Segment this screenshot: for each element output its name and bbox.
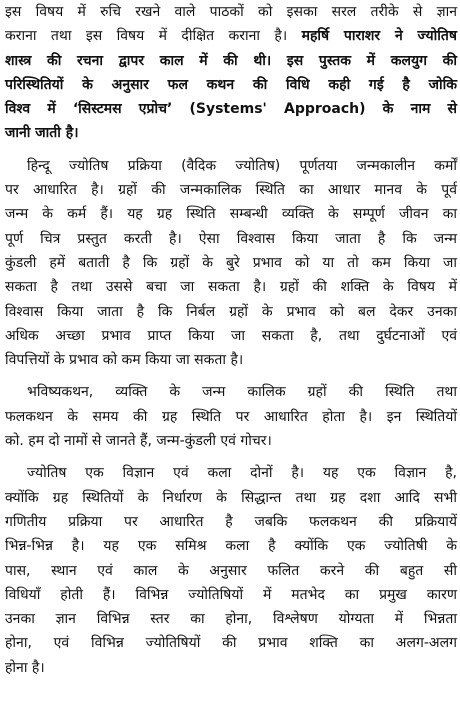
text-run: गणितीय प्रक्रिया पर आधारित है जबकि फलकथन की प्रक्रियायें <box>5 513 457 530</box>
text-line <box>5 251 457 275</box>
text-line <box>5 324 457 348</box>
text-line <box>5 380 457 404</box>
text-line <box>5 534 457 558</box>
text-run: विश्वास किया जाता है कि निर्बल ग्रहों के प्रभाव को बल देकर उनका <box>5 303 457 320</box>
text-line <box>5 559 457 583</box>
text-line <box>5 461 457 485</box>
text-line <box>5 0 457 24</box>
text-run: जन्म के कर्म हैं। यह ग्रह स्थिति सम्बन्धी व्यक्ति के सम्पूर्ण जीवन का <box>5 206 457 223</box>
text-line <box>5 429 457 453</box>
text-run: होना है। <box>5 659 45 676</box>
text-line <box>5 24 457 48</box>
text-line <box>5 300 457 324</box>
text-line <box>5 202 457 226</box>
text-line <box>5 607 457 631</box>
paragraph <box>5 0 457 146</box>
text-run: सकता है तथा उससे बचा जा सकता है। ग्रहों की शक्ति के विषय में <box>5 279 457 296</box>
bold-text-run: शास्त्र की रचना द्वापर काल में की थी। इस पुस्तक में कलयुग की <box>5 52 457 69</box>
text-run: भिन्न-भिन्न है। यह एक समिश्र कला है क्योंकि एक ज्योतिषी के <box>5 538 457 555</box>
text-run: भविष्यकथन, व्यक्ति के जन्म कालिक ग्रहों की स्थिति तथा <box>27 384 457 401</box>
text-run: कुंडली हमें बताती है कि ग्रहों के बुरे प्रभाव को या तो कम किया जा <box>5 254 457 271</box>
text-line <box>5 73 457 97</box>
paragraph <box>5 154 457 373</box>
text-run: पूर्ण चित्र प्रस्तुत करती है। ऐसा विश्वास किया जाता है कि जन्म <box>5 230 457 247</box>
text-run: पर आधारित है। ग्रहों की जन्मकालिक स्थिति का आधार मानव के पूर्व <box>5 182 457 199</box>
bold-text-run: जानी जाती है। <box>5 125 79 142</box>
text-line <box>5 154 457 178</box>
paragraph <box>5 461 457 680</box>
text-line <box>5 405 457 429</box>
text-run: फलकथन के समय की ग्रह स्थिति पर आधारित होता है। इन स्थितियों <box>5 408 457 425</box>
text-run: होना, एवं विभिन्न ज्योतिषियों की प्रभाव शक्ति का अलग-अलग <box>5 635 457 652</box>
text-line <box>5 631 457 655</box>
text-run: विधियाँ होती हैं। विभिन्न ज्योतिषियों में मतभेद का प्रमुख कारण <box>5 586 457 603</box>
paragraph-gap <box>5 453 457 461</box>
text-run: विपत्तियों के प्रभाव को कम किया जा सकता है। <box>5 352 244 369</box>
text-line <box>5 656 457 680</box>
text-line <box>5 227 457 251</box>
paragraph-gap <box>5 372 457 380</box>
text-line <box>5 486 457 510</box>
text-run: क्योंकि ग्रह स्थितियों के निर्धारण के सिद्धान्त तथा ग्रह दशा आदि सभी <box>5 489 457 506</box>
text-line <box>5 348 457 372</box>
text-line <box>5 97 457 121</box>
text-run: को. हम दो नामों से जानते हैं, जन्म-कुंडली एवं गोचर। <box>5 433 272 450</box>
paragraph-gap <box>5 146 457 154</box>
text-run: अधिक अच्छा प्रभाव प्राप्त किया जा सकता है, तथा दुर्घटनाओं एवं <box>5 327 457 344</box>
text-run: हिन्दू ज्योतिष प्रक्रिया (वैदिक ज्योतिष) पूर्णतया जन्मकालीन कर्मों <box>27 157 457 174</box>
text-line <box>5 178 457 202</box>
text-run: कराना तथा इस विषय में दीक्षित कराना है। <box>5 28 302 45</box>
text-run: पास, स्थान एवं काल के अनुसार फलित करने की बहुत सी <box>5 562 457 579</box>
document-body <box>5 0 457 680</box>
paragraph <box>5 380 457 453</box>
text-run: ज्योतिष एक विज्ञान एवं कला दोनों है। यह एक विज्ञान है, <box>27 465 457 482</box>
text-run: इस विषय में रुचि रखने वाले पाठकों को इसका सरल तरीके से ज्ञान <box>5 4 457 20</box>
text-line <box>5 275 457 299</box>
bold-text-run: विश्व में ‘सिस्टमस एप्रोच’ (Systems' Approach) के नाम से <box>5 101 457 118</box>
text-line <box>5 510 457 534</box>
text-line <box>5 49 457 73</box>
text-line <box>5 583 457 607</box>
bold-text-run: महर्षि पाराशर ने ज्योतिष <box>301 28 457 45</box>
bold-text-run: परिस्थितियों के अनुसार फल कथन की विधि कही गई है जोकि <box>5 76 457 93</box>
text-line <box>5 121 457 145</box>
text-run: उनका ज्ञान विभिन्न स्तर का होना, विश्लेषण योग्यता में भिन्नता <box>5 611 457 628</box>
